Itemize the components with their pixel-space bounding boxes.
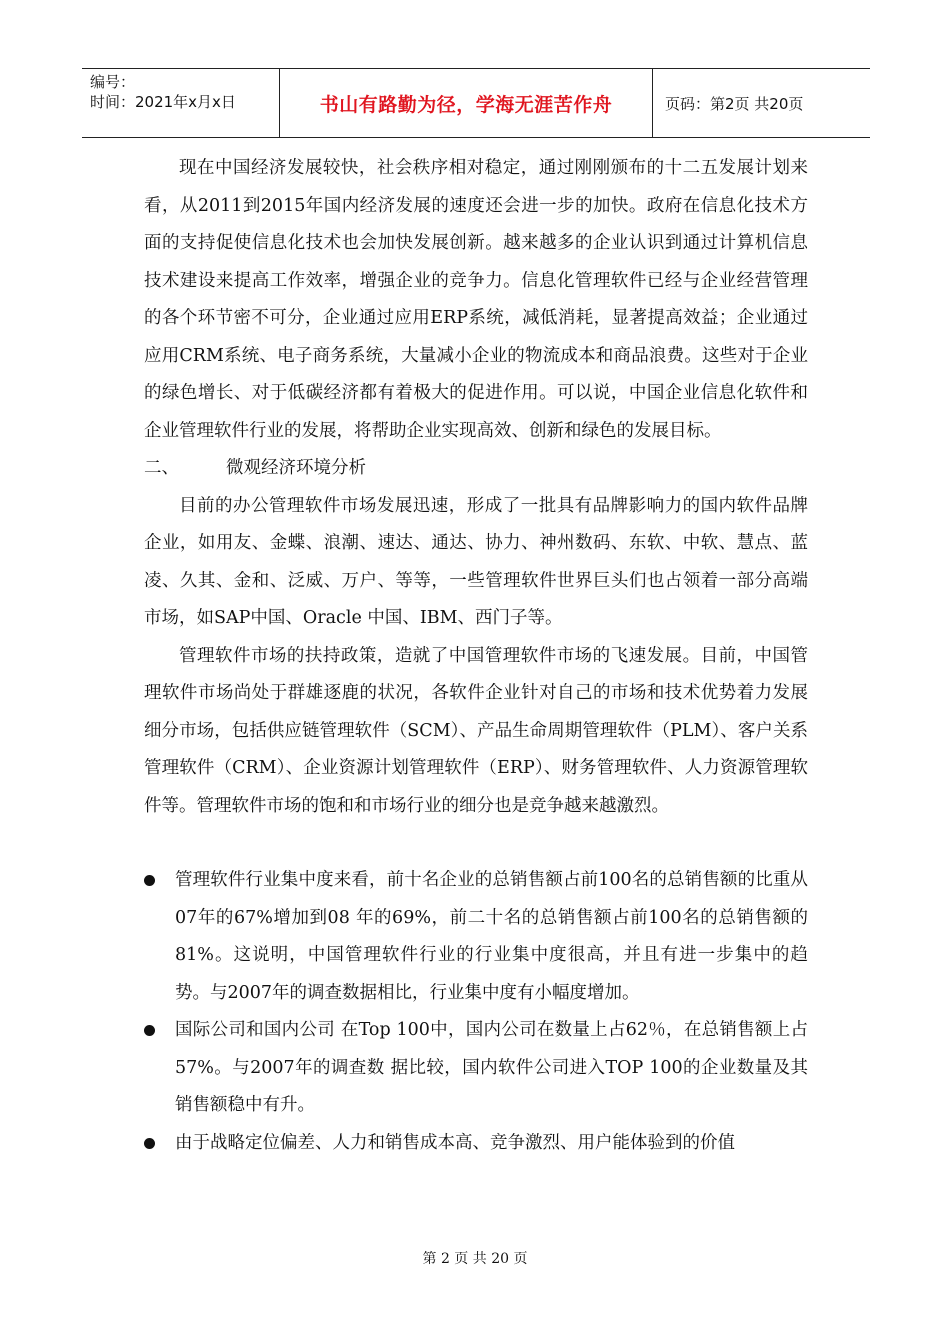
bullet-text: 管理软件行业集中度来看，前十名企业的总销售额占前100名的总销售额的比重从07年的67%增加到08 年的69%，前二十名的总销售额占前100名的总销售额的81%。这说明，中国管理软件行业的行业集中度很高，并且有进一步集中的趋势。与2007年的调查数据相比，行业集中度有小幅度增加。	[175, 870, 808, 1003]
page-footer: 第 2 页 共 20 页	[422, 1251, 528, 1267]
paragraph-market-policy: 管理软件市场的扶持政策，造就了中国管理软件市场的飞速发展。目前，中国管理软件市场尚处于群雄逐鹿的状况，各软件企业针对自己的市场和技术优势着力发展细分市场，包括供应链管理软件（SCM）、产品生命周期管理软件（PLM）、客户关系管理软件（CRM）、企业资源计划管理软件（ERP）、财务管理软件、人力资源管理软件等。管理软件市场的饱和和市场行业的细分也是竞争越来越激烈。	[144, 645, 808, 816]
blank-line	[144, 825, 808, 862]
page-header	[82, 68, 870, 138]
paragraph-economy: 现在中国经济发展较快，社会秩序相对稳定，通过刚刚颁布的十二五发展计划来看，从2011到2015年国内经济发展的速度还会进一步的加快。政府在信息化技术方面的支持促使信息化技术也会加快发展创新。越来越多的企业认识到通过计算机信息技术建设来提高工作效率，增强企业的竞争力。信息化管理软件已经与企业经营管理的各个环节密不可分，企业通过应用ERP系统，减低消耗，显著提高效益；企业通过应用CRM系统、电子商务系统，大量减小企业的物流成本和商品浪费。这些对于企业的绿色增长、对于低碳经济都有着极大的促进作用。可以说，中国企业信息化软件和企业管理软件行业的发展，将帮助企业实现高效、创新和绿色的发展目标。	[144, 158, 808, 441]
paragraph-market-brands: 目前的办公管理软件市场发展迅速，形成了一批具有品牌影响力的国内软件品牌企业，如用友、金蝶、浪潮、速达、通达、协力、神州数码、东软、中软、慧点、蓝凌、久其、金和、泛威、万户、等等，一些管理软件世界巨头们也占领着一部分高端市场，如SAP中国、Oracle 中国、IBM、西门子等。	[144, 495, 808, 628]
header-motto: 书山有路勤为径，学海无涯苦作舟	[280, 69, 653, 137]
code-label: 编号：	[90, 73, 136, 91]
header-meta-cell	[82, 69, 280, 137]
document-body	[144, 150, 808, 1162]
list-item	[141, 1125, 808, 1163]
time-label: 时间：2021年x月x日	[90, 93, 236, 111]
header-page-info: 页码：第2页 共20页	[665, 94, 804, 113]
bullet-dot-icon	[144, 875, 155, 886]
section-heading	[144, 450, 808, 488]
section-title: 微观经济环境分析	[226, 458, 366, 478]
bullet-text: 国际公司和国内公司 在Top 100中，国内公司在数量上占62％，在总销售额上占57%。与2007年的调查数 据比较，国内软件公司进入TOP 100的企业数量及其销售额稳中有升。	[175, 1020, 808, 1115]
list-item	[141, 1012, 808, 1125]
bullet-list	[144, 862, 808, 1162]
section-number: 二、	[144, 458, 179, 478]
bullet-text: 由于战略定位偏差、人力和销售成本高、竞争激烈、用户能体验到的价值	[175, 1132, 735, 1153]
bullet-dot-icon	[144, 1025, 155, 1036]
bullet-dot-icon	[144, 1138, 155, 1149]
list-item	[141, 862, 808, 1012]
